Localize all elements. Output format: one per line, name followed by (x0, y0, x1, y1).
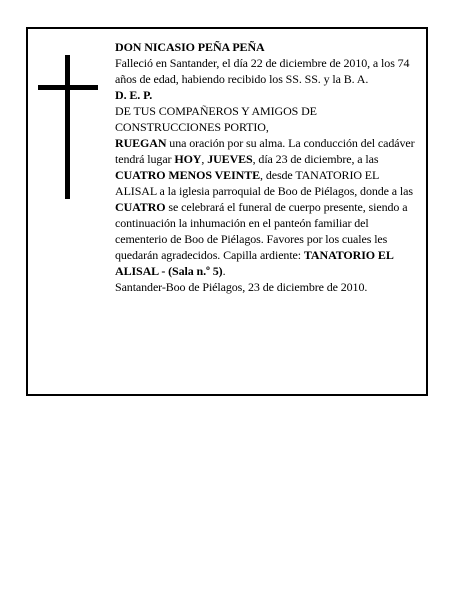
service-time: CUATRO (115, 200, 166, 214)
funeral-text: una oración por su alma. La conducción del cadáver tendrá lugar (115, 136, 415, 166)
chapel-location: TANATORIO EL ALISAL - (Sala n.º 5) (115, 248, 394, 278)
latin-cross-icon (38, 55, 98, 199)
funeral-text: , día 23 de diciembre, a las (252, 152, 379, 166)
funeral-text: , (201, 152, 208, 166)
cross-horizontal-bar (38, 85, 98, 90)
senders-line: DE TUS COMPAÑEROS Y AMIGOS DE CONSTRUCCIONES PORTIO, (115, 104, 317, 134)
obituary-notice (26, 27, 428, 396)
ruegan-word: RUEGAN (115, 136, 167, 150)
funeral-text: , desde TANATORIO EL ALISAL a la iglesia parroquial de Boo de Piélagos, donde a las (115, 168, 413, 198)
deceased-name: DON NICASIO PEÑA PEÑA (115, 40, 265, 54)
funeral-details (115, 135, 421, 279)
hoy-word: HOY (174, 152, 202, 166)
jueves-word: JUEVES (207, 152, 253, 166)
cross-vertical-bar (65, 55, 70, 199)
departure-time: CUATRO MENOS VEINTE (115, 168, 261, 182)
funeral-text: se celebrará el funeral de cuerpo presente, siendo a continuación la inhumación en el panteón familiar del cementerio de Boo de Piélagos. Favores por los cuales les quedarán agradecidos. Capilla ardiente: (115, 200, 408, 262)
dep-abbreviation: D. E. P. (115, 88, 153, 102)
place-date: Santander-Boo de Piélagos, 23 de diciembre de 2010. (115, 280, 368, 294)
funeral-text: . (222, 264, 226, 278)
notice-text (115, 39, 421, 295)
death-info: Falleció en Santander, el día 22 de diciembre de 2010, a los 74 años de edad, habiendo recibido los SS. SS. y la B. A. (115, 56, 410, 86)
